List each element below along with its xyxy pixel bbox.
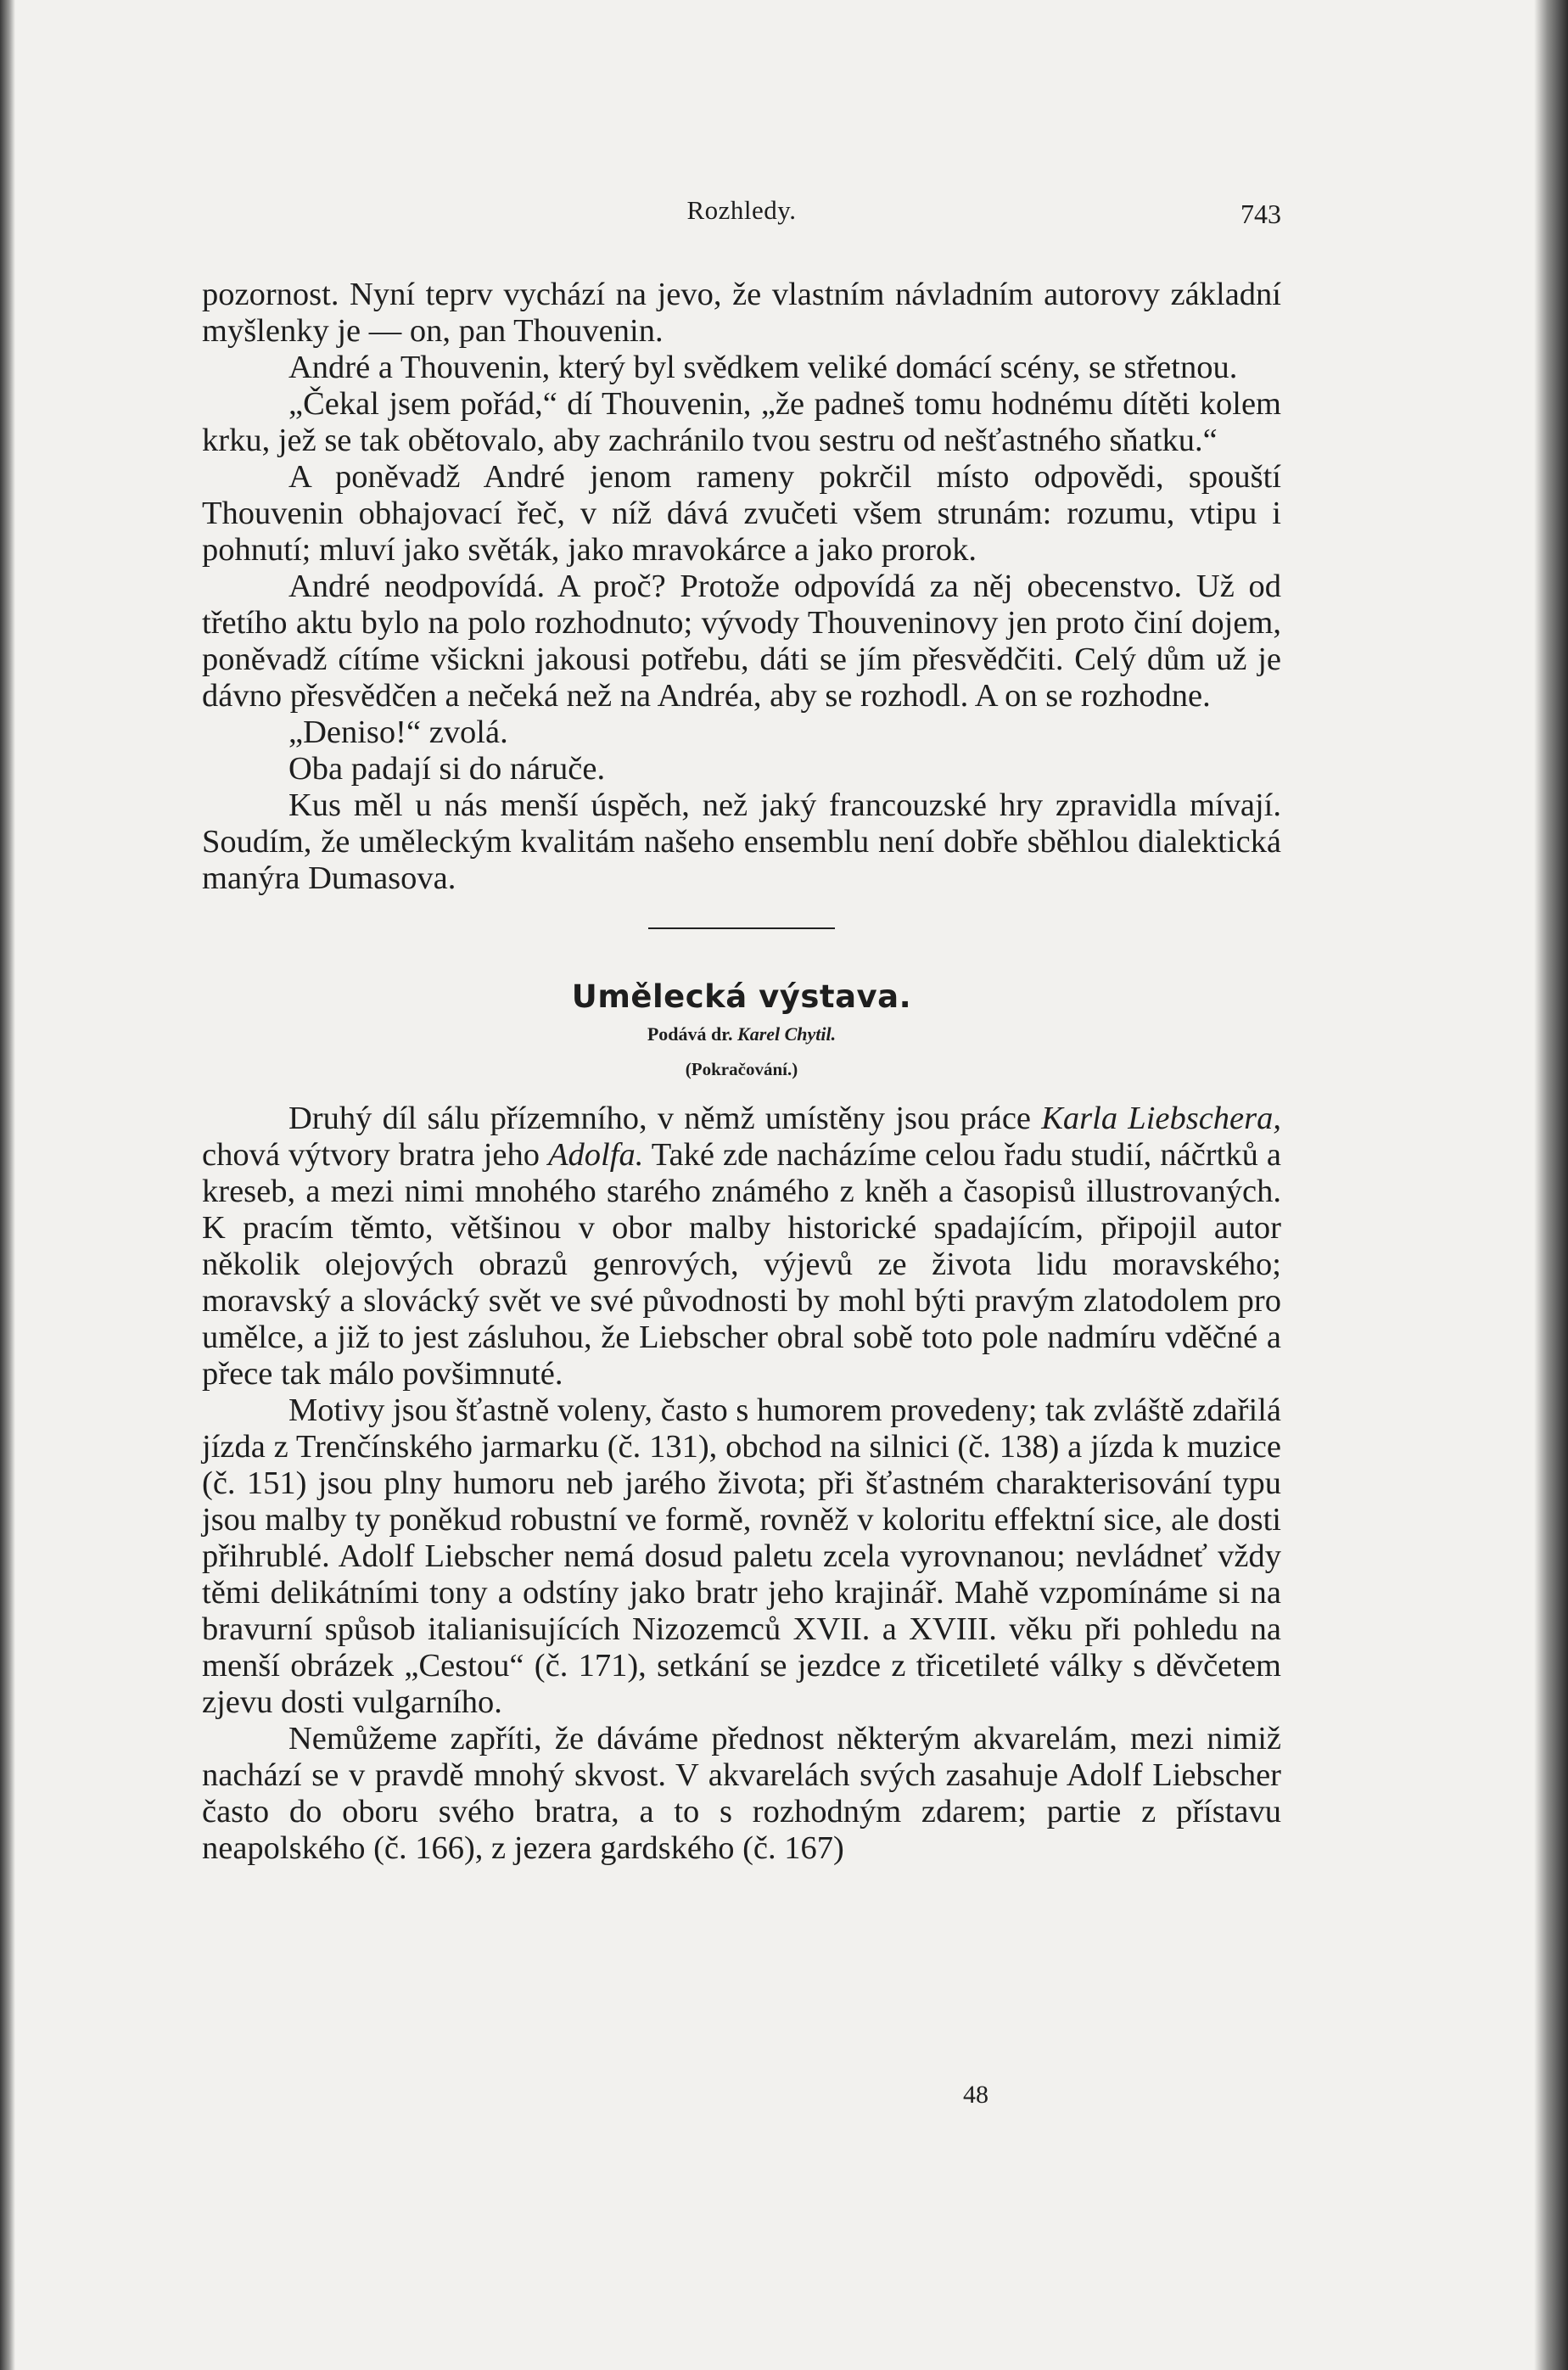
review-paragraph: Oba padají si do náruče. <box>288 751 606 787</box>
article-paragraph <box>202 1101 1281 1392</box>
review-paragraph: A poněvadž André jenom rameny pokrčil místo odpovědi, spouští Thouvenin obhajovací řeč, v níž dává zvučeti všem strunám: rozumu, vtipu i pohnutí; mluví jako světák, jako mravokárce a jako prorok. <box>202 459 1281 568</box>
review-section <box>202 277 1281 897</box>
text-run: Také zde nacházíme celou řadu studií, náčrtků a kreseb, a mezi nimi mnohého starého známého z kněh a časopisů illustrovaných. K pracím těmto, většinou v obor malby historické spadajícím, připojil autor několik olejových obrazů genrových, výjevů ze života lidu moravského; moravský a slovácký svět ve své původnosti by mohl býti pravým zlatodolem pro umělce, a již to jest zásluhou, že Liebscher obral sobě toto pole nadmíru vděčné a přece tak málo povšimnuté. <box>202 1137 1281 1392</box>
byline-author: Karel Chytil. <box>737 1023 837 1045</box>
name-karla-liebschera: Karla Liebschera, <box>1041 1101 1282 1136</box>
page <box>202 185 1281 1867</box>
review-paragraph: Kus měl u nás menší úspěch, než jaký francouzské hry zpravidla mívají. Soudím, že uměleckým kvalitám našeho ensemblu není dobře sběhlou dialektická manýra Dumasova. <box>202 787 1281 896</box>
byline <box>202 1023 1281 1045</box>
continued-note: (Pokračování.) <box>685 1059 798 1079</box>
article-paragraph: Nemůžeme zapříti, že dáváme přednost některým akvarelám, mezi nimiž nachází se v pravdě mnohý skvost. V akvarelách svých zasahuje Adolf Liebscher často do oboru svého bratra, a to s rozhodným zdarem; partie z přístavu neapolského (č. 166), z jezera gardského (č. 167) <box>202 1721 1281 1866</box>
printer-signature: 48 <box>963 2081 988 2109</box>
byline-prefix: Podává dr. <box>647 1023 733 1045</box>
article-title: Umělecká výstava. <box>571 978 912 1015</box>
name-adolfa: Adolfa. <box>548 1137 644 1173</box>
running-title: Rozhledy. <box>686 195 797 225</box>
scan-edge-left <box>0 0 15 2370</box>
section-divider <box>648 927 835 929</box>
review-paragraph: „Čekal jsem pořád,“ dí Thouvenin, „že padneš tomu hodnému dítěti kolem krku, jež se tak obětovalo, aby zachránilo tvou sestru od nešťastného sňatku.“ <box>202 386 1281 458</box>
review-paragraph: André a Thouvenin, který byl svědkem veliké domácí scény, se střetnou. <box>288 350 1238 385</box>
article-body <box>202 1101 1281 1867</box>
review-paragraph: pozornost. Nyní teprv vychází na jevo, že vlastním návladním autorovy základní myšlenky je — on, pan Thouvenin. <box>202 277 1281 349</box>
scan-edge-right <box>1534 0 1568 2370</box>
review-paragraph: „Deniso!“ zvolá. <box>288 714 508 750</box>
article-paragraph: Motivy jsou šťastně voleny, často s humorem provedeny; tak zvláště zdařilá jízda z Trenčínského jarmarku (č. 131), obchod na silnici (č. 138) a jízda k muzice (č. 151) jsou plny humoru neb jarého života; při šťastném charakterisování typu jsou malby ty poněkud robustní ve formě, rovněž v koloritu effektní sice, ale dosti přihrublé. Adolf Liebscher nemá dosud paletu zcela vyrovnanou; nevládneť vždy těmi delikátními tony a odstíny jako bratr jeho krajinář. Mahě vzpomínáme si na bravurní spůsob italianisujících Nizozemců XVII. a XVIII. věku při pohledu na menší obrázek „Cestou“ (č. 171), setkání se jezdce z třicetileté války s děvčetem zjevu dosti vulgarního. <box>202 1392 1281 1720</box>
review-paragraph: André neodpovídá. A proč? Protože odpovídá za něj obecenstvo. Už od třetího aktu bylo na polo rozhodnuto; vývody Thouveninovy jen proto činí dojem, poněvadž cítíme všickni jakousi potřebu, dáti se jím přesvědčiti. Celý dům už je dávno přesvědčen a nečeká než na Andréa, aby se rozhodl. A on se rozhodne. <box>202 569 1281 714</box>
running-head <box>202 185 1281 236</box>
text-run: Druhý díl sálu přízemního, v němž umístěny jsou práce <box>288 1101 1042 1136</box>
text-run: chová výtvory bratra jeho <box>202 1137 549 1173</box>
page-number: 743 <box>1240 199 1281 229</box>
